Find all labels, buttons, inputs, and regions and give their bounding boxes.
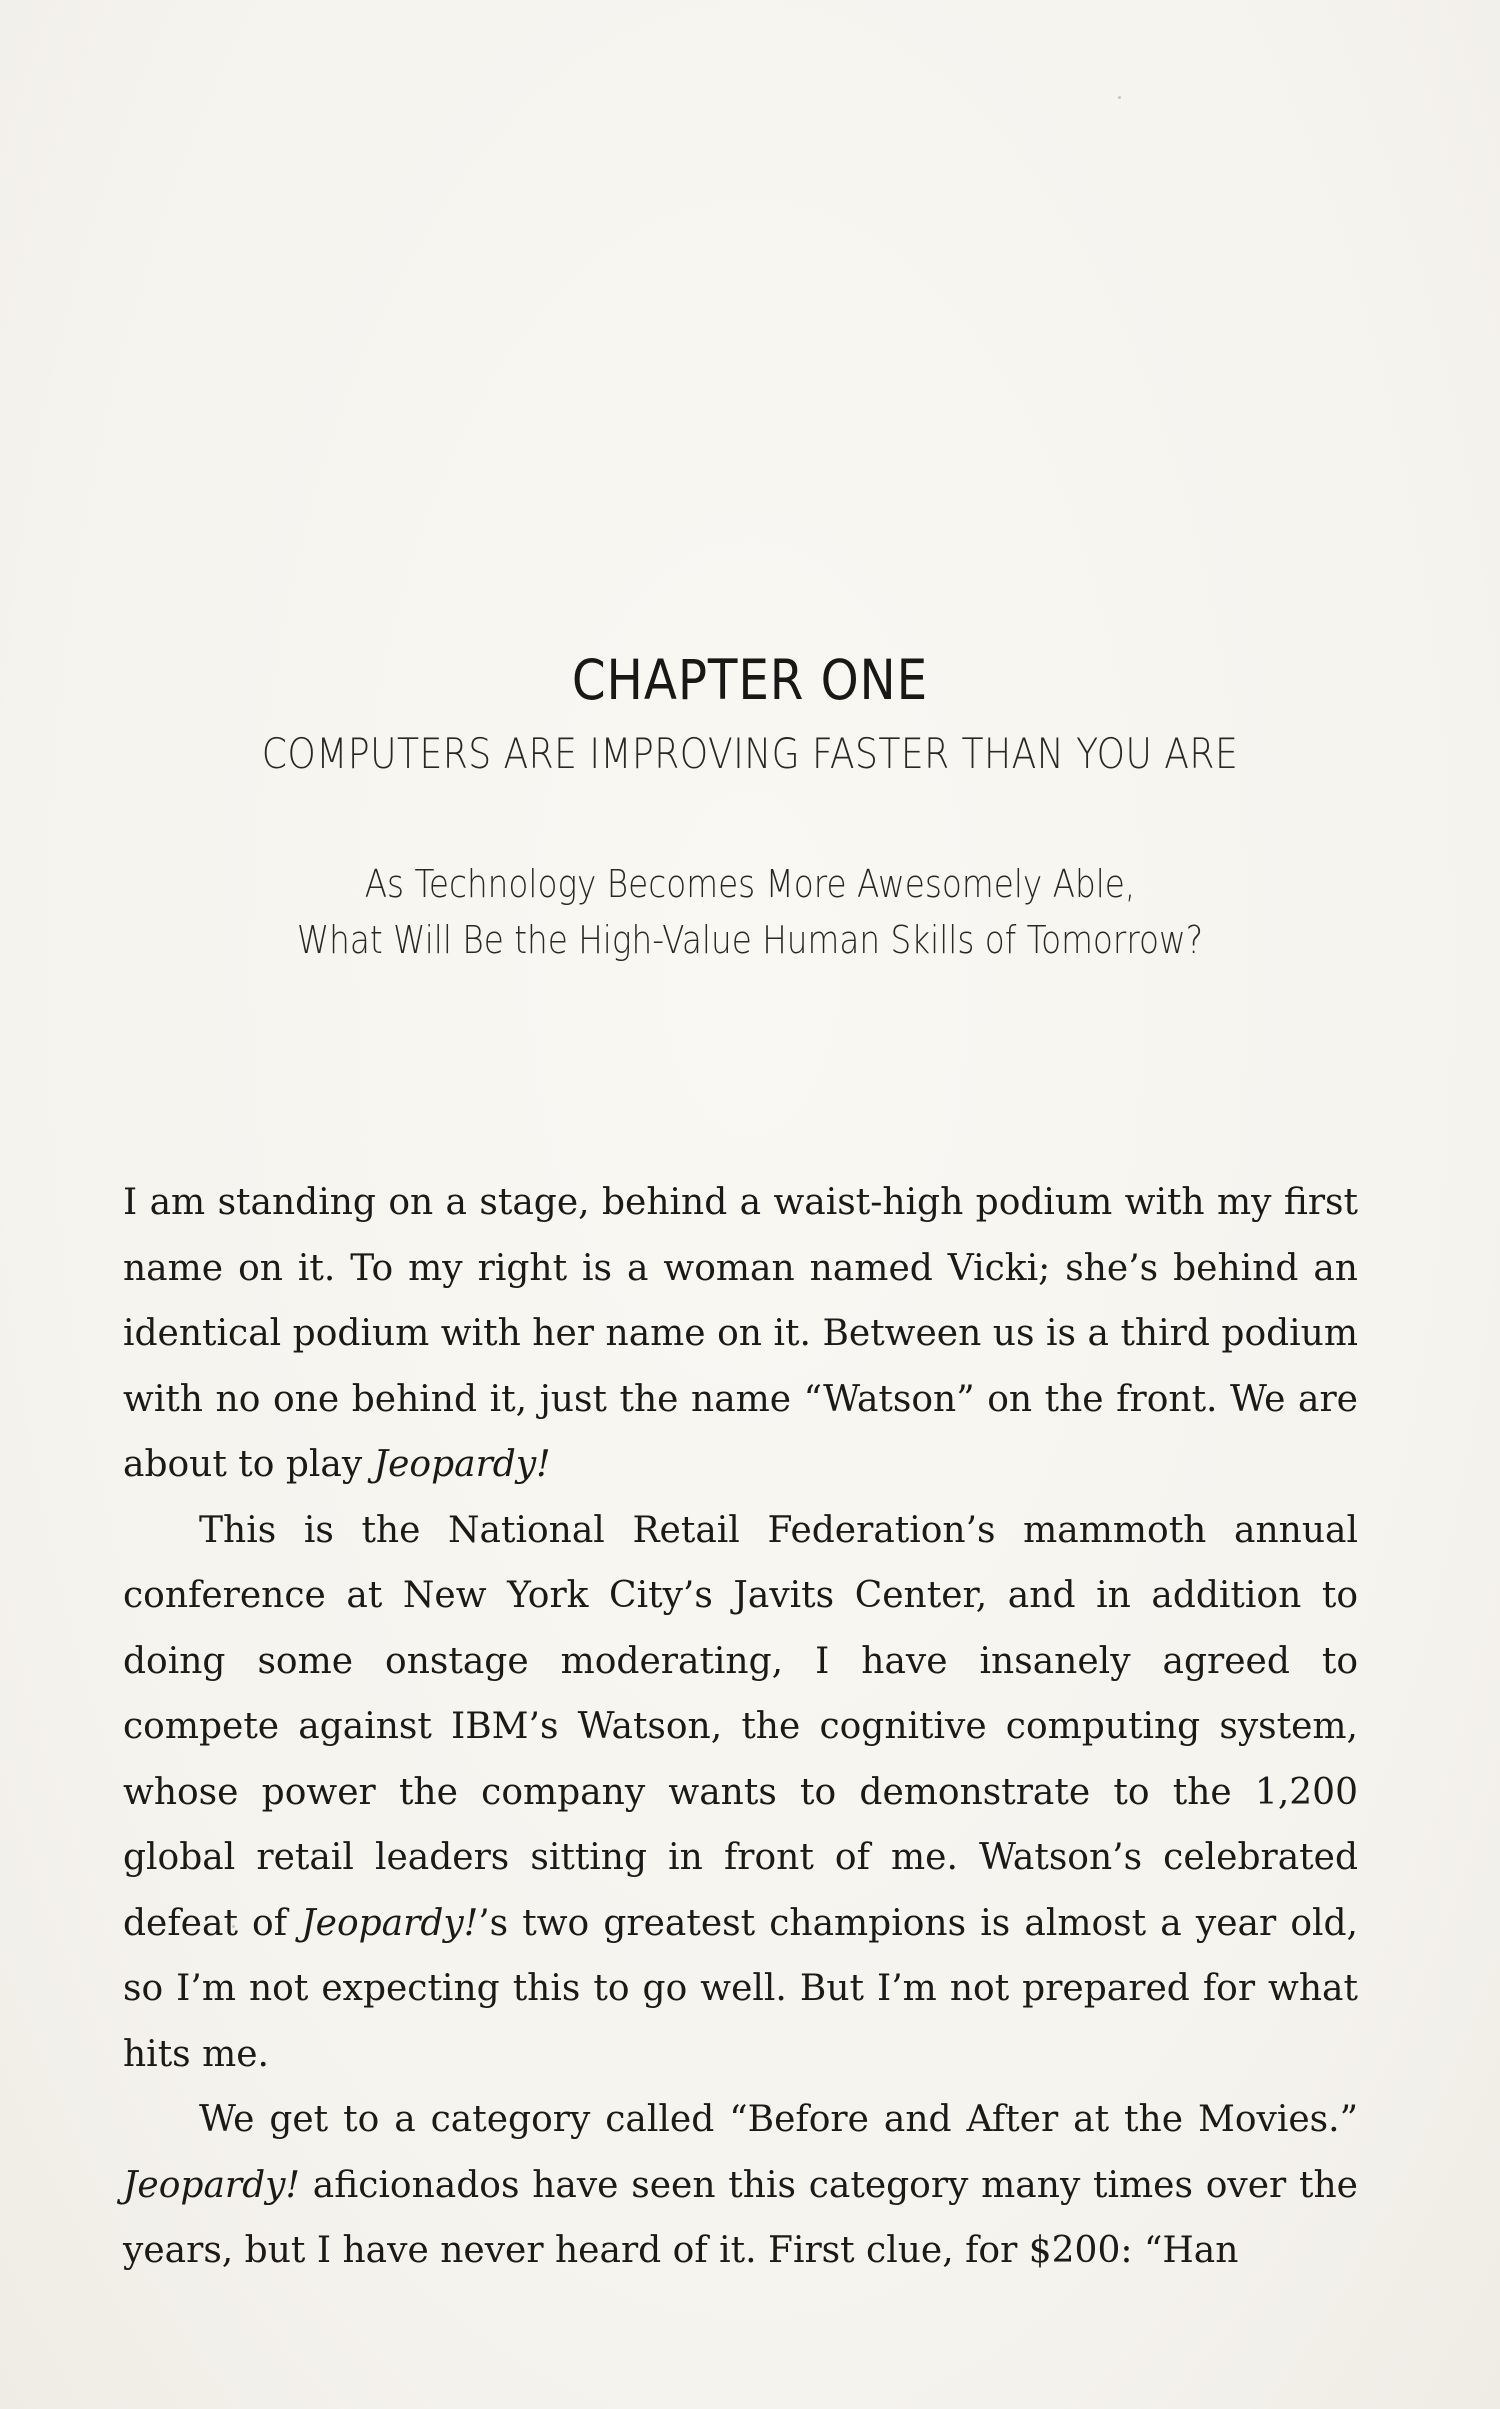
chapter-subtitle-line-1: As Technology Becomes More Awesomely Able,	[364, 862, 1136, 906]
paragraph-2	[123, 1498, 1358, 2088]
paragraph-2-italic: Jeopardy!	[301, 1902, 479, 1944]
chapter-subtitle	[105, 856, 1395, 968]
paper-speck	[1118, 96, 1121, 99]
paragraph-1-text: I am standing on a stage, behind a waist-high podium with my first name on it. To my right is a woman named Vicki; she’s behind an identical podium with her name on it. Between us is a third podium with no one behind it, just the name “Watson” on the front. We are about to play	[123, 1182, 1358, 1485]
chapter-subtitle-line-2: What Will Be the High-Value Human Skills of Tomorrow?	[296, 918, 1204, 962]
paragraph-1-italic: Jeopardy!	[373, 1444, 551, 1485]
chapter-title: COMPUTERS ARE IMPROVING FASTER THAN YOU ARE	[261, 729, 1239, 778]
paragraph-3	[123, 2087, 1358, 2284]
paragraph-3-text-b: aficionados have seen this category many times over the years, but I have never heard of it. First clue, for $200: “Han	[123, 2164, 1358, 2271]
paragraph-2-text-b: ’s two greatest champions is almost a year old, so I’m not expecting this to go well. But I’m not prepared for what hits me.	[123, 1902, 1358, 2075]
chapter-number: CHAPTER ONE	[571, 648, 929, 712]
chapter-heading	[0, 640, 1500, 968]
body-text	[123, 1170, 1358, 2284]
paragraph-3-text-a: We get to a category called “Before and After at the Movies.”	[199, 2099, 1358, 2140]
paragraph-3-italic: Jeopardy!	[123, 2164, 300, 2206]
paragraph-1	[123, 1170, 1358, 1498]
paragraph-2-text-a: This is the National Retail Federation’s mammoth annual conference at New York City’s Javits Center, and in addition to doing some onstage moderating, I have insanely agreed to compete against IBM’s Watson, the cognitive computing system, whose power the company wants to demonstrate to the 1,200 global retail leaders sitting in front of me. Watson’s celebrated defeat of	[123, 1509, 1358, 1944]
